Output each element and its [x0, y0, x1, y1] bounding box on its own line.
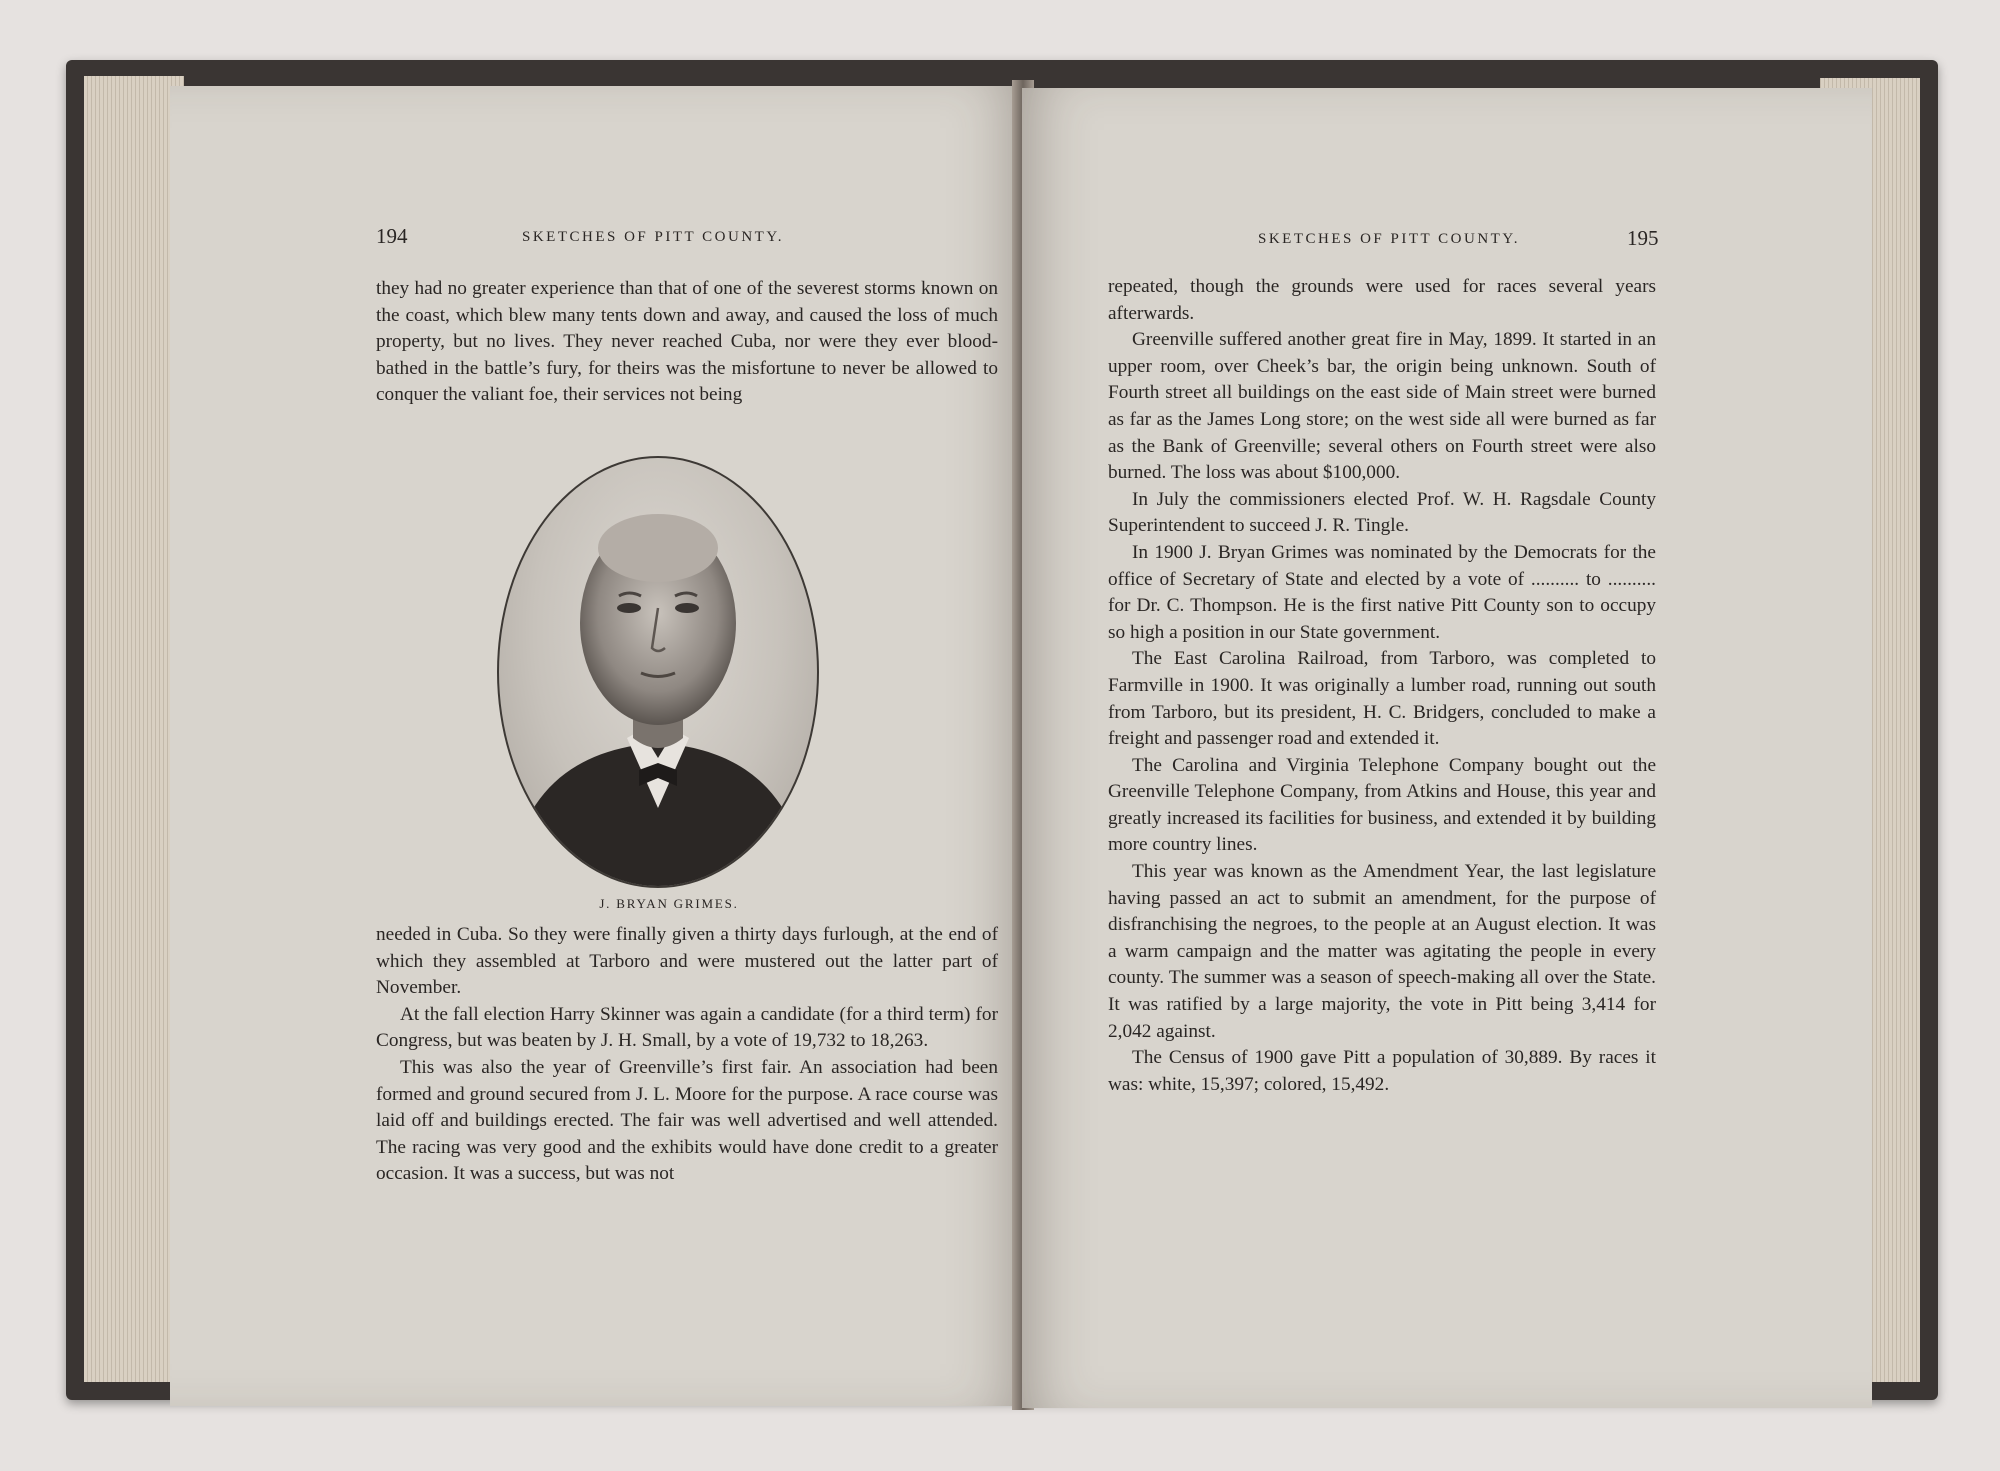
paragraph-telephone: The Carolina and Virginia Telephone Company bought out the Greenville Telephone Company, from Atkins and House, this year and greatly increased its facilities for business, and extended it by building more country lines.	[1108, 754, 1656, 856]
paragraph-ragsdale: In July the commissioners elected Prof. W. H. Ragsdale County Superintendent to succeed J. R. Tingle.	[1108, 488, 1656, 537]
page-number-right: 195	[1627, 226, 1659, 250]
text-block-right	[1108, 274, 1656, 1098]
right-page	[1022, 88, 1872, 1408]
paragraph-census: The Census of 1900 gave Pitt a population of 30,889. By races it was: white, 15,397; colored, 15,492.	[1108, 1047, 1656, 1095]
portrait-photo	[497, 456, 819, 888]
paragraph-election: At the fall election Harry Skinner was again a candidate (for a third term) for Congress, but was beaten by J. H. Small, by a vote of 19,732 to 18,263.	[376, 1003, 998, 1052]
paragraph-grimes: In 1900 J. Bryan Grimes was nominated by the Democrats for the office of Secretary of State and elected by a vote of .......... to .......... for Dr. C. Thompson. He is the first native Pitt County son to occupy so high a position in our State government.	[1108, 541, 1656, 643]
portrait-caption: J. BRYAN GRIMES.	[599, 896, 739, 911]
text-block-bottom	[376, 922, 998, 1188]
paragraph-amendment: This year was known as the Amendment Year, the last legislature having passed an act to submit an amendment, for the purpose of disfranchising the negroes, to the people at an August election. It was a warm campaign and the matter was agitating the people in every county. The summer was a season of speech-making all over the State. It was ratified by a large majority, the vote in Pitt being 3,414 for 2,042 against.	[1108, 861, 1656, 1042]
paragraph-furlough: needed in Cuba. So they were finally given a thirty days furlough, at the end of which they assembled at Tarboro and were mustered out the latter part of November.	[376, 924, 998, 999]
paragraph-soldiers: they had no greater experience than that of one of the severest storms known on the coast, which blew many tents down and away, and caused the loss of much property, but no lives. They never reached Cuba, nor were they ever blood-bathed in the battle’s fury, for theirs was the misfortune to never be allowed to conquer the valiant foe, their services not being	[376, 278, 998, 406]
left-page	[170, 86, 1022, 1406]
paragraph-repeated: repeated, though the grounds were used for races several years afterwards.	[1108, 276, 1656, 324]
page-number-left: 194	[376, 224, 408, 248]
running-head-left: SKETCHES OF PITT COUNTY.	[522, 229, 784, 245]
page-edges-left	[84, 76, 184, 1382]
paragraph-fire: Greenville suffered another great fire in May, 1899. It started in an upper room, over Cheek’s bar, the origin being unknown. South of Fourth street all buildings on the east side of Main street were burned as far as the James Long store; on the west side all were burned as far as the Bank of Greenville; several others on Fourth street were also burned. The loss was about $100,000.	[1108, 329, 1656, 484]
portrait-illustration	[499, 458, 817, 886]
paragraph-railroad: The East Carolina Railroad, from Tarboro, was completed to Farmville in 1900. It was originally a lumber road, running out south from Tarboro, but its president, H. C. Bridgers, concluded to make a freight and passenger road and extended it.	[1108, 648, 1656, 750]
text-block-top	[376, 276, 998, 409]
running-head-right: SKETCHES OF PITT COUNTY.	[1258, 231, 1520, 247]
paragraph-fair: This was also the year of Greenville’s first fair. An association had been formed and ground secured from J. L. Moore for the purpose. A race course was laid off and buildings erected. The fair was well advertised and well attended. The racing was very good and the exhibits would have done credit to a greater occasion. It was a success, but was not	[376, 1056, 998, 1185]
